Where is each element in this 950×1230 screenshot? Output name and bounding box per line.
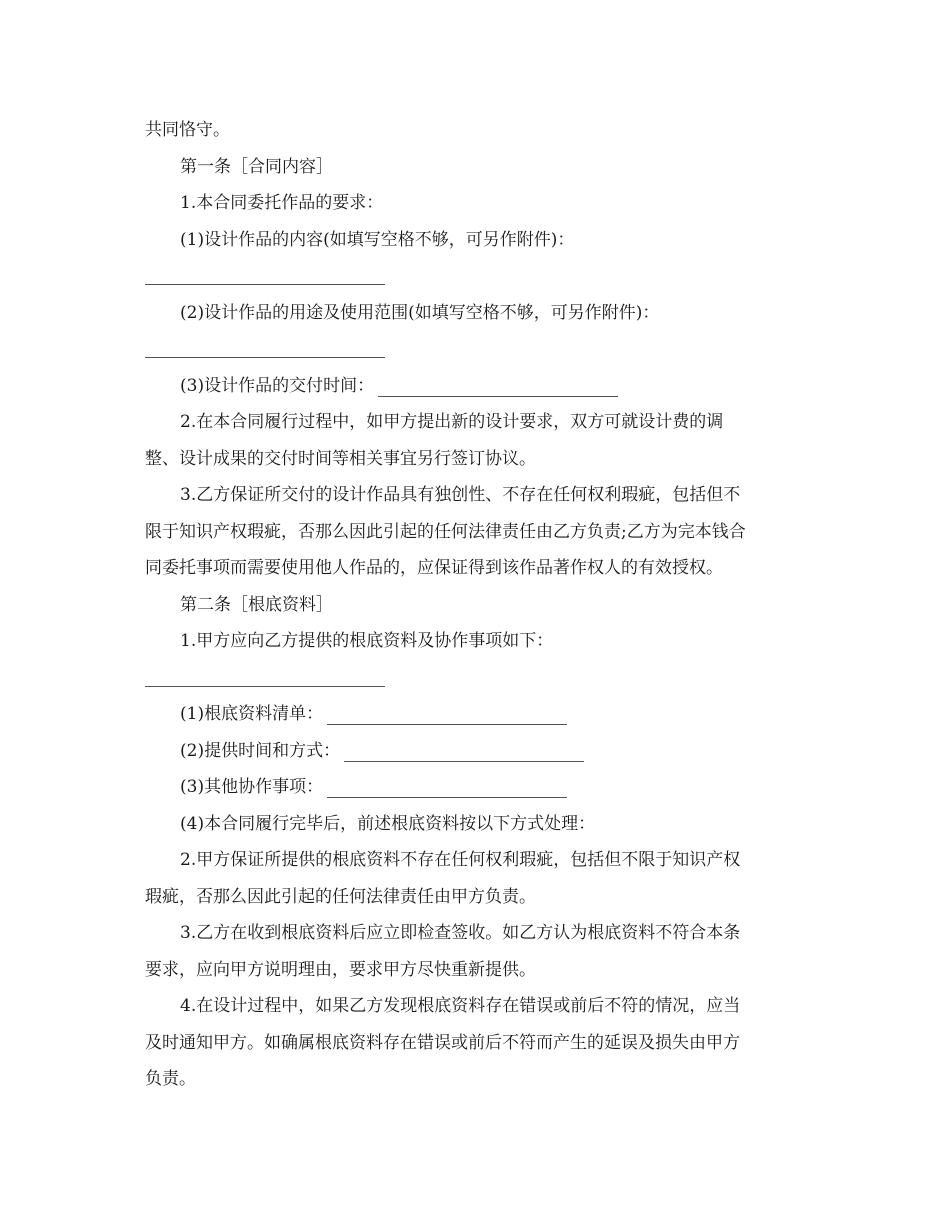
clause-with-blank: [145, 368, 805, 405]
clause-text: 1.本合同委托作品的要求：: [180, 193, 384, 213]
text-line: 共同恪守。: [145, 120, 230, 140]
text-line: 负责。: [145, 1069, 196, 1089]
text-line: 及时通知甲方。如确属根底资料存在错误或前后不符而产生的延误及损失由甲方: [145, 1032, 740, 1053]
clause-text: 2.甲方保证所提供的根底资料不存在任何权利瑕疵，包括但不限于知识产权: [180, 850, 741, 870]
text-line: 要求，应向甲方说明理由，要求甲方尽快重新提供。: [145, 959, 536, 980]
clause-label: (1)根底资料清单：: [180, 704, 324, 724]
clause-label: (3)其他协作事项：: [180, 777, 324, 797]
clause-text: 3.乙方保证所交付的设计作品具有独创性、不存在任何权利瑕疵，包括但不: [180, 485, 741, 505]
fill-in-blank: [327, 704, 567, 725]
clause-with-blank: [145, 769, 805, 806]
fill-in-blank: [378, 376, 618, 397]
contract-page: [145, 112, 805, 1098]
fill-in-blank-line: [145, 660, 805, 697]
clause-text: (2)设计作品的用途及使用范围(如填写空格不够，可另作附件)：: [180, 302, 660, 323]
clause-text: (1)设计作品的内容(如填写空格不够，可另作附件)：: [180, 229, 575, 250]
text-line: 限于知识产权瑕疵，否那么因此引起的任何法律责任由乙方负责;乙方为完本钱合: [145, 521, 746, 542]
clause-with-blank: [145, 733, 805, 770]
fill-in-blank-line: [145, 258, 805, 295]
clause-label: (3)设计作品的交付时间：: [180, 375, 375, 396]
clause-text: 4.在设计过程中，如果乙方发现根底资料存在错误或前后不符的情况，应当: [180, 996, 741, 1016]
article-heading: 第一条［合同内容］: [180, 156, 333, 177]
clause-with-blank: [145, 696, 805, 733]
clause-text: 3.乙方在收到根底资料后应立即检查签收。如乙方认为根底资料不符合本条: [180, 923, 741, 943]
clause-text: (4)本合同履行完毕后，前述根底资料按以下方式处理：: [180, 813, 596, 834]
text-line: 整、设计成果的交付时间等相关事宜另行签订协议。: [145, 448, 536, 469]
fill-in-blank: [344, 741, 584, 762]
text-line: 同委托事项而需要使用他人作品的，应保证得到该作品著作权人的有效授权。: [145, 558, 723, 578]
fill-in-blank-line: [145, 331, 805, 368]
article-heading: 第二条［根底资料］: [180, 594, 333, 615]
clause-text: 1.甲方应向乙方提供的根底资料及协作事项如下：: [180, 631, 554, 651]
text-line: 瑕疵，否那么因此引起的任何法律责任由甲方负责。: [145, 886, 536, 907]
fill-in-blank: [327, 777, 567, 798]
clause-label: (2)提供时间和方式：: [180, 740, 341, 761]
clause-text: 2.在本合同履行过程中，如甲方提出新的设计要求，双方可就设计费的调: [180, 412, 724, 432]
